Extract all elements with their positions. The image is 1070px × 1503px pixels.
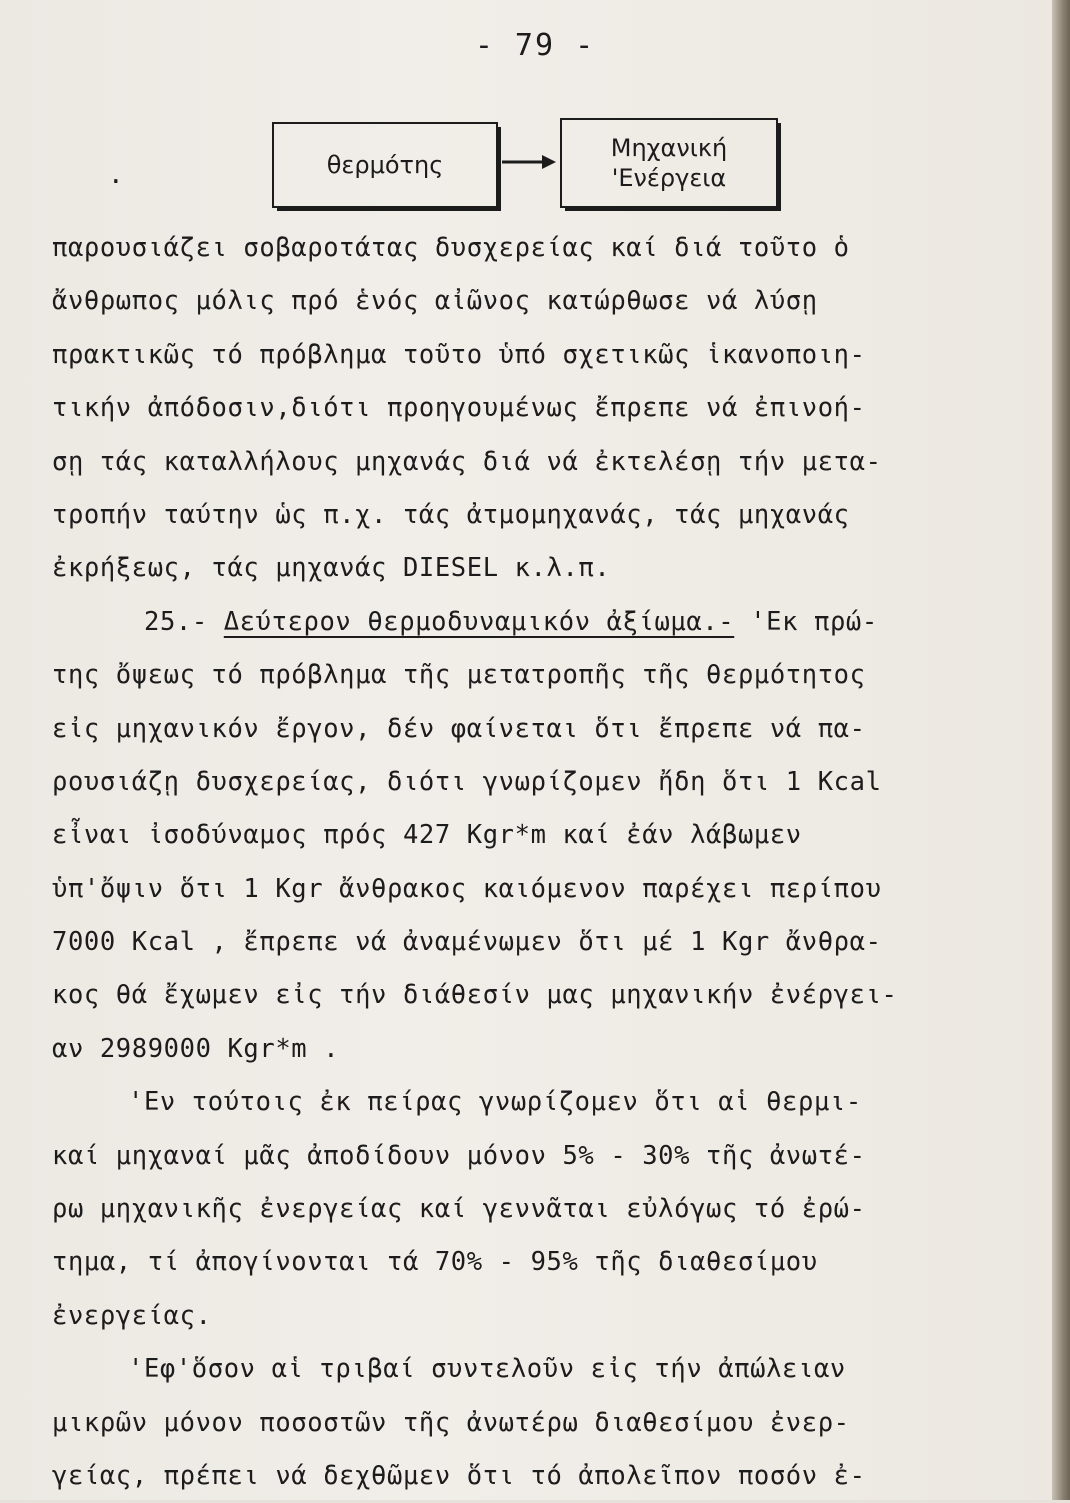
section-heading: Δεύτερον θερμοδυναμικόν ἀξίωμα.- [223,606,735,637]
right-arrow-icon [498,152,558,172]
mechanical-energy-label-2: 'Ενέργεια [611,164,727,192]
paragraph-start-line: 'Εφ'ὅσον αἱ τριβαί συντελοῦν εἰς τήν ἀπώλειαν [128,1354,846,1385]
text-line: μικρῶν μόνον ποσοστῶν τῆς ἀνωτέρω διαθεσίμου ἐνερ- [52,1407,850,1438]
text-line: 7000 Kcal , ἔπρεπε νά ἀναμένωμεν ὅτι μέ 1 Kgr ἄνθρα- [52,927,882,958]
text-line: τροπήν ταύτην ὡς π.χ. τάς ἀτμομηχανάς, τάς μηχανάς [52,499,850,530]
mechanical-energy-box [560,118,778,208]
heat-box-label: θερμότης [326,151,444,179]
text-line: καί μηχαναί μᾶς ἀποδίδουν μόνον 5% - 30% τῆς ἀνωτέ- [52,1140,866,1171]
text-line: εἰς μηχανικόν ἔργον, δέν φαίνεται ὅτι ἔπρεπε νά πα- [52,713,866,744]
text-line: παρουσιάζει σοβαροτάτας δυσχερείας καί διά τοῦτο ὁ [52,233,850,263]
section-heading-line [52,596,952,649]
body-text [52,222,952,1503]
text-line: τημα, τί ἀπογίνονται τά 70% - 95% τῆς διαθεσίμου [52,1247,818,1278]
text-line: ἐκρήξεως, τάς μηχανάς DIESEL κ.λ.π. [52,553,611,584]
mechanical-energy-label-1: Μηχανική [610,134,728,162]
text-line: ἄνθρωπος μόλις πρό ἑνός αἰῶνος κατώρθωσε νά λύσῃ [52,286,818,317]
paragraph-start-line: 'Εν τούτοις ἐκ πείρας γνωρίζομεν ὅτι αἱ θερμι- [128,1087,862,1118]
text-line: ρουσιάζῃ δυσχερείας, διότι γνωρίζομεν ἤδη ὅτι 1 Kcal [52,766,882,797]
text-line: ὑπ'ὄψιν ὅτι 1 Kgr ἄνθρακος καιόμενον παρέχει περίπου [52,873,882,904]
text-line: της ὄψεως τό πρόβλημα τῆς μετατροπῆς τῆς θερμότητος [52,660,866,691]
book-binding-edge [1052,0,1070,1500]
page-number: - 79 - [474,28,596,63]
text-line: εἶναι ἰσοδύναμος πρός 427 Kgr*m καί ἐάν λάβωμεν [52,820,802,851]
text-line: ἐνεργείας. [52,1300,212,1331]
section-lead: 'Εκ πρώ- [750,606,878,637]
text-line: σῃ τάς καταλλήλους μηχανάς διά νά ἐκτελέσῃ τήν μετα- [52,446,882,477]
text-line: κος θά ἔχωμεν εἰς τήν διάθεσίν μας μηχανικήν ἐνέργει- [52,980,898,1011]
heat-box [272,122,498,208]
text-line: τικήν ἀπόδοσιν,διότι προηγουμένως ἔπρεπε νά ἐπινοή- [52,393,866,424]
text-line: αν 2989000 Kgr*m . [52,1033,340,1064]
text-line: πρακτικῶς τό πρόβλημα τοῦτο ὑπό σχετικῶς ἱκανοποιη- [52,339,866,370]
conversion-diagram [0,0,1070,220]
text-line: ρω μηχανικῆς ἐνεργείας καί γεννᾶται εὐλόγως τό ἐρώ- [52,1194,866,1225]
section-number: 25.- [144,606,208,637]
text-line: γείας, πρέπει νά δεχθῶμεν ὅτι τό ἀπολεῖπον ποσόν ἐ- [52,1460,866,1491]
bullet-dot: . [108,160,124,190]
